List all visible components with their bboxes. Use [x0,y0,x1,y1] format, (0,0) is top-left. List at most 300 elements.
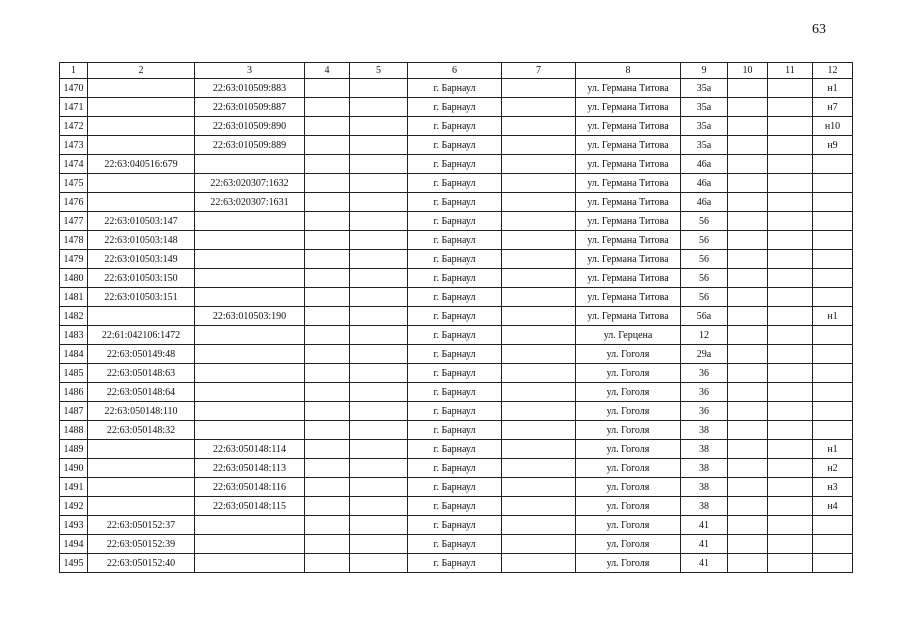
table-cell-col-4 [305,383,350,402]
table-cell-col-12: н1 [813,79,853,98]
table-row [60,459,853,478]
table-cell-col-3 [195,383,305,402]
table-cell-col-6: г. Барнаул [408,307,502,326]
table-cell-col-2 [88,459,195,478]
table-cell-col-7 [502,288,576,307]
table-cell-col-9: 46а [681,193,728,212]
table-cell-col-11 [768,79,813,98]
table-cell-col-7 [502,326,576,345]
table-cell-col-4 [305,98,350,117]
table-row [60,212,853,231]
table-cell-col-12: н7 [813,98,853,117]
table-cell-col-3 [195,250,305,269]
table-cell-col-2: 22:63:010503:147 [88,212,195,231]
table-cell-col-2: 22:63:040516:679 [88,155,195,174]
table-cell-col-11 [768,497,813,516]
table-cell-col-1: 1484 [60,345,88,364]
table-row [60,117,853,136]
table-cell-col-3: 22:63:010509:889 [195,136,305,155]
table-cell-col-12 [813,288,853,307]
table-cell-col-11 [768,535,813,554]
table-cell-col-9: 41 [681,535,728,554]
table-cell-col-5 [350,421,408,440]
table-cell-col-12 [813,535,853,554]
table-cell-col-8: ул. Гоголя [576,478,681,497]
table-cell-col-5 [350,174,408,193]
table-cell-col-10 [728,440,768,459]
table-cell-col-11 [768,459,813,478]
table-cell-col-7 [502,212,576,231]
table-cell-col-2: 22:63:010503:151 [88,288,195,307]
table-cell-col-10 [728,383,768,402]
table-cell-col-5 [350,212,408,231]
table-cell-col-5 [350,155,408,174]
table-cell-col-3 [195,155,305,174]
table-row [60,326,853,345]
table-cell-col-3: 22:63:050148:113 [195,459,305,478]
table-cell-col-2 [88,440,195,459]
table-cell-col-5 [350,402,408,421]
table-cell-col-2: 22:63:050148:32 [88,421,195,440]
table-cell-col-7 [502,79,576,98]
table-cell-col-3 [195,345,305,364]
table-cell-col-4 [305,231,350,250]
column-header-12: 12 [813,63,853,79]
table-cell-col-3 [195,231,305,250]
table-cell-col-10 [728,79,768,98]
table-cell-col-7 [502,421,576,440]
table-cell-col-3 [195,269,305,288]
table-row [60,383,853,402]
table-cell-col-6: г. Барнаул [408,269,502,288]
table-row [60,98,853,117]
table-cell-col-10 [728,307,768,326]
table-cell-col-8: ул. Германа Титова [576,269,681,288]
table-cell-col-12: н3 [813,478,853,497]
table-cell-col-7 [502,535,576,554]
registry-table [59,62,853,573]
table-cell-col-11 [768,554,813,573]
table-cell-col-3: 22:63:050148:116 [195,478,305,497]
table-cell-col-3: 22:63:020307:1632 [195,174,305,193]
table-cell-col-5 [350,231,408,250]
table-cell-col-9: 46а [681,174,728,193]
table-row [60,535,853,554]
table-cell-col-11 [768,155,813,174]
table-cell-col-7 [502,364,576,383]
table-cell-col-3 [195,535,305,554]
table-cell-col-9: 41 [681,516,728,535]
table-cell-col-10 [728,117,768,136]
table-cell-col-2: 22:63:050152:40 [88,554,195,573]
table-cell-col-4 [305,497,350,516]
table-row [60,155,853,174]
table-cell-col-7 [502,231,576,250]
table-cell-col-9: 41 [681,554,728,573]
table-cell-col-2 [88,136,195,155]
table-cell-col-9: 38 [681,421,728,440]
table-cell-col-8: ул. Германа Титова [576,288,681,307]
table-cell-col-4 [305,516,350,535]
table-cell-col-6: г. Барнаул [408,554,502,573]
table-cell-col-6: г. Барнаул [408,193,502,212]
table-cell-col-6: г. Барнаул [408,497,502,516]
table-cell-col-5 [350,497,408,516]
table-cell-col-6: г. Барнаул [408,231,502,250]
table-cell-col-1: 1477 [60,212,88,231]
table-cell-col-11 [768,231,813,250]
table-cell-col-10 [728,516,768,535]
table-cell-col-2 [88,117,195,136]
table-cell-col-5 [350,193,408,212]
table-cell-col-1: 1470 [60,79,88,98]
column-header-9: 9 [681,63,728,79]
table-cell-col-7 [502,440,576,459]
table-cell-col-6: г. Барнаул [408,212,502,231]
table-cell-col-9: 35а [681,98,728,117]
table-cell-col-12 [813,174,853,193]
table-cell-col-2 [88,478,195,497]
table-cell-col-5 [350,136,408,155]
table-cell-col-8: ул. Герцена [576,326,681,345]
table-cell-col-11 [768,98,813,117]
header-row [60,63,853,79]
table-cell-col-1: 1481 [60,288,88,307]
table-cell-col-11 [768,136,813,155]
table-cell-col-1: 1491 [60,478,88,497]
table-cell-col-3 [195,288,305,307]
table-cell-col-4 [305,421,350,440]
table-cell-col-8: ул. Германа Титова [576,117,681,136]
table-cell-col-6: г. Барнаул [408,98,502,117]
table-cell-col-9: 29а [681,345,728,364]
table-cell-col-4 [305,478,350,497]
table-cell-col-11 [768,421,813,440]
table-header [60,63,853,79]
table-cell-col-3 [195,212,305,231]
table-cell-col-4 [305,212,350,231]
column-header-4: 4 [305,63,350,79]
table-cell-col-4 [305,535,350,554]
table-cell-col-2 [88,174,195,193]
table-cell-col-9: 56 [681,231,728,250]
table-cell-col-9: 38 [681,440,728,459]
table-cell-col-10 [728,193,768,212]
table-cell-col-11 [768,117,813,136]
table-row [60,364,853,383]
table-cell-col-8: ул. Гоголя [576,345,681,364]
table-cell-col-10 [728,421,768,440]
table-cell-col-4 [305,269,350,288]
table-cell-col-10 [728,326,768,345]
table-cell-col-3 [195,516,305,535]
table-cell-col-7 [502,459,576,478]
table-cell-col-2: 22:63:050149:48 [88,345,195,364]
table-cell-col-3: 22:63:010509:887 [195,98,305,117]
table-cell-col-11 [768,364,813,383]
table-cell-col-2: 22:61:042106:1472 [88,326,195,345]
table-cell-col-10 [728,364,768,383]
table-cell-col-12 [813,269,853,288]
table-cell-col-6: г. Барнаул [408,478,502,497]
table-cell-col-1: 1476 [60,193,88,212]
column-header-5: 5 [350,63,408,79]
table-cell-col-1: 1482 [60,307,88,326]
table-cell-col-6: г. Барнаул [408,421,502,440]
column-header-11: 11 [768,63,813,79]
table-cell-col-8: ул. Гоголя [576,402,681,421]
table-cell-col-6: г. Барнаул [408,288,502,307]
table-cell-col-1: 1472 [60,117,88,136]
table-cell-col-1: 1473 [60,136,88,155]
table-cell-col-11 [768,516,813,535]
column-header-1: 1 [60,63,88,79]
table-cell-col-8: ул. Гоголя [576,383,681,402]
table-cell-col-10 [728,136,768,155]
table-cell-col-6: г. Барнаул [408,364,502,383]
table-cell-col-4 [305,440,350,459]
table-cell-col-7 [502,478,576,497]
table-cell-col-1: 1493 [60,516,88,535]
table-cell-col-12: н1 [813,440,853,459]
table-cell-col-6: г. Барнаул [408,117,502,136]
table-cell-col-12: н10 [813,117,853,136]
table-cell-col-8: ул. Германа Титова [576,212,681,231]
column-header-10: 10 [728,63,768,79]
table-row [60,554,853,573]
table-cell-col-8: ул. Германа Титова [576,250,681,269]
table-cell-col-2: 22:63:050152:39 [88,535,195,554]
table-cell-col-3: 22:63:010503:190 [195,307,305,326]
table-cell-col-6: г. Барнаул [408,459,502,478]
table-cell-col-12 [813,250,853,269]
table-cell-col-12 [813,516,853,535]
table-cell-col-5 [350,516,408,535]
table-cell-col-9: 38 [681,497,728,516]
table-cell-col-11 [768,478,813,497]
table-cell-col-4 [305,79,350,98]
table-cell-col-2: 22:63:050148:64 [88,383,195,402]
table-cell-col-6: г. Барнаул [408,250,502,269]
table-cell-col-9: 35а [681,136,728,155]
table-row [60,79,853,98]
table-cell-col-6: г. Барнаул [408,535,502,554]
table-cell-col-12 [813,421,853,440]
table-cell-col-9: 36 [681,383,728,402]
table-cell-col-7 [502,193,576,212]
table-cell-col-1: 1483 [60,326,88,345]
table-cell-col-1: 1475 [60,174,88,193]
table-cell-col-8: ул. Германа Титова [576,136,681,155]
table-cell-col-10 [728,250,768,269]
table-cell-col-9: 36 [681,402,728,421]
table-cell-col-2: 22:63:050148:63 [88,364,195,383]
table-row [60,136,853,155]
table-cell-col-7 [502,307,576,326]
table-cell-col-7 [502,117,576,136]
table-cell-col-1: 1486 [60,383,88,402]
table-cell-col-9: 46а [681,155,728,174]
table-cell-col-11 [768,193,813,212]
table-cell-col-11 [768,288,813,307]
table-cell-col-3 [195,421,305,440]
table-cell-col-12 [813,402,853,421]
column-header-8: 8 [576,63,681,79]
table-cell-col-11 [768,174,813,193]
table-cell-col-10 [728,231,768,250]
table-cell-col-5 [350,440,408,459]
table-row [60,478,853,497]
table-cell-col-7 [502,98,576,117]
table-cell-col-4 [305,326,350,345]
table-cell-col-10 [728,174,768,193]
table-cell-col-2: 22:63:010503:150 [88,269,195,288]
table-cell-col-6: г. Барнаул [408,383,502,402]
table-cell-col-5 [350,79,408,98]
table-cell-col-5 [350,288,408,307]
table-cell-col-9: 38 [681,459,728,478]
table-row [60,440,853,459]
table-cell-col-7 [502,345,576,364]
table-cell-col-8: ул. Германа Титова [576,155,681,174]
table-row [60,307,853,326]
table-cell-col-7 [502,516,576,535]
table-row [60,288,853,307]
table-body [60,79,853,573]
table-cell-col-10 [728,288,768,307]
table-cell-col-5 [350,554,408,573]
table-row [60,174,853,193]
table-cell-col-5 [350,345,408,364]
table-cell-col-12 [813,383,853,402]
table-cell-col-12: н4 [813,497,853,516]
table-cell-col-2: 22:63:010503:149 [88,250,195,269]
table-cell-col-7 [502,269,576,288]
table-cell-col-5 [350,250,408,269]
table-cell-col-6: г. Барнаул [408,326,502,345]
table-cell-col-12 [813,326,853,345]
table-cell-col-6: г. Барнаул [408,345,502,364]
table-cell-col-9: 56 [681,288,728,307]
table-cell-col-1: 1485 [60,364,88,383]
table-cell-col-10 [728,269,768,288]
table-cell-col-1: 1474 [60,155,88,174]
table-cell-col-6: г. Барнаул [408,174,502,193]
table-cell-col-1: 1487 [60,402,88,421]
table-cell-col-1: 1478 [60,231,88,250]
page-number: 63 [812,22,826,37]
table-cell-col-12 [813,231,853,250]
column-header-6: 6 [408,63,502,79]
column-header-2: 2 [88,63,195,79]
table-row [60,193,853,212]
table-row [60,269,853,288]
table-cell-col-11 [768,269,813,288]
column-header-7: 7 [502,63,576,79]
table-cell-col-9: 38 [681,478,728,497]
table-cell-col-2 [88,98,195,117]
table-cell-col-8: ул. Гоголя [576,516,681,535]
table-cell-col-6: г. Барнаул [408,79,502,98]
table-cell-col-7 [502,136,576,155]
table-cell-col-4 [305,193,350,212]
table-cell-col-6: г. Барнаул [408,155,502,174]
table-cell-col-7 [502,155,576,174]
table-cell-col-9: 35а [681,117,728,136]
table-cell-col-4 [305,554,350,573]
table-cell-col-1: 1492 [60,497,88,516]
table-cell-col-3 [195,554,305,573]
table-cell-col-7 [502,174,576,193]
table-cell-col-12 [813,193,853,212]
table-cell-col-11 [768,383,813,402]
table-cell-col-8: ул. Гоголя [576,440,681,459]
table-cell-col-4 [305,288,350,307]
table-cell-col-9: 56 [681,269,728,288]
table-cell-col-5 [350,307,408,326]
table-cell-col-10 [728,402,768,421]
table-cell-col-7 [502,497,576,516]
table-cell-col-5 [350,326,408,345]
table-cell-col-2 [88,193,195,212]
table-cell-col-10 [728,155,768,174]
table-row [60,345,853,364]
table-cell-col-11 [768,402,813,421]
table-cell-col-12 [813,364,853,383]
table-row [60,250,853,269]
table-cell-col-5 [350,459,408,478]
table-cell-col-1: 1490 [60,459,88,478]
table-cell-col-12 [813,345,853,364]
table-cell-col-7 [502,250,576,269]
table-cell-col-3: 22:63:010509:883 [195,79,305,98]
table-cell-col-4 [305,345,350,364]
table-cell-col-3 [195,402,305,421]
table-cell-col-7 [502,402,576,421]
table-cell-col-5 [350,478,408,497]
table-cell-col-4 [305,174,350,193]
table-row [60,497,853,516]
table-cell-col-12 [813,212,853,231]
table-cell-col-9: 35а [681,79,728,98]
table-cell-col-9: 36 [681,364,728,383]
table-row [60,421,853,440]
table-cell-col-4 [305,402,350,421]
table-cell-col-10 [728,345,768,364]
table-cell-col-2 [88,497,195,516]
table-cell-col-7 [502,554,576,573]
table-cell-col-3 [195,326,305,345]
table-cell-col-3: 22:63:050148:114 [195,440,305,459]
table-cell-col-10 [728,497,768,516]
table-cell-col-1: 1494 [60,535,88,554]
table-cell-col-8: ул. Гоголя [576,364,681,383]
table-cell-col-7 [502,383,576,402]
table-cell-col-1: 1495 [60,554,88,573]
table-cell-col-1: 1489 [60,440,88,459]
table-cell-col-6: г. Барнаул [408,402,502,421]
table-cell-col-1: 1471 [60,98,88,117]
table-cell-col-4 [305,250,350,269]
table-cell-col-2: 22:63:050148:110 [88,402,195,421]
table-cell-col-11 [768,326,813,345]
table-cell-col-8: ул. Германа Титова [576,98,681,117]
table-cell-col-1: 1479 [60,250,88,269]
table-cell-col-4 [305,459,350,478]
table-cell-col-12: н9 [813,136,853,155]
table-cell-col-9: 12 [681,326,728,345]
table-cell-col-9: 56а [681,307,728,326]
